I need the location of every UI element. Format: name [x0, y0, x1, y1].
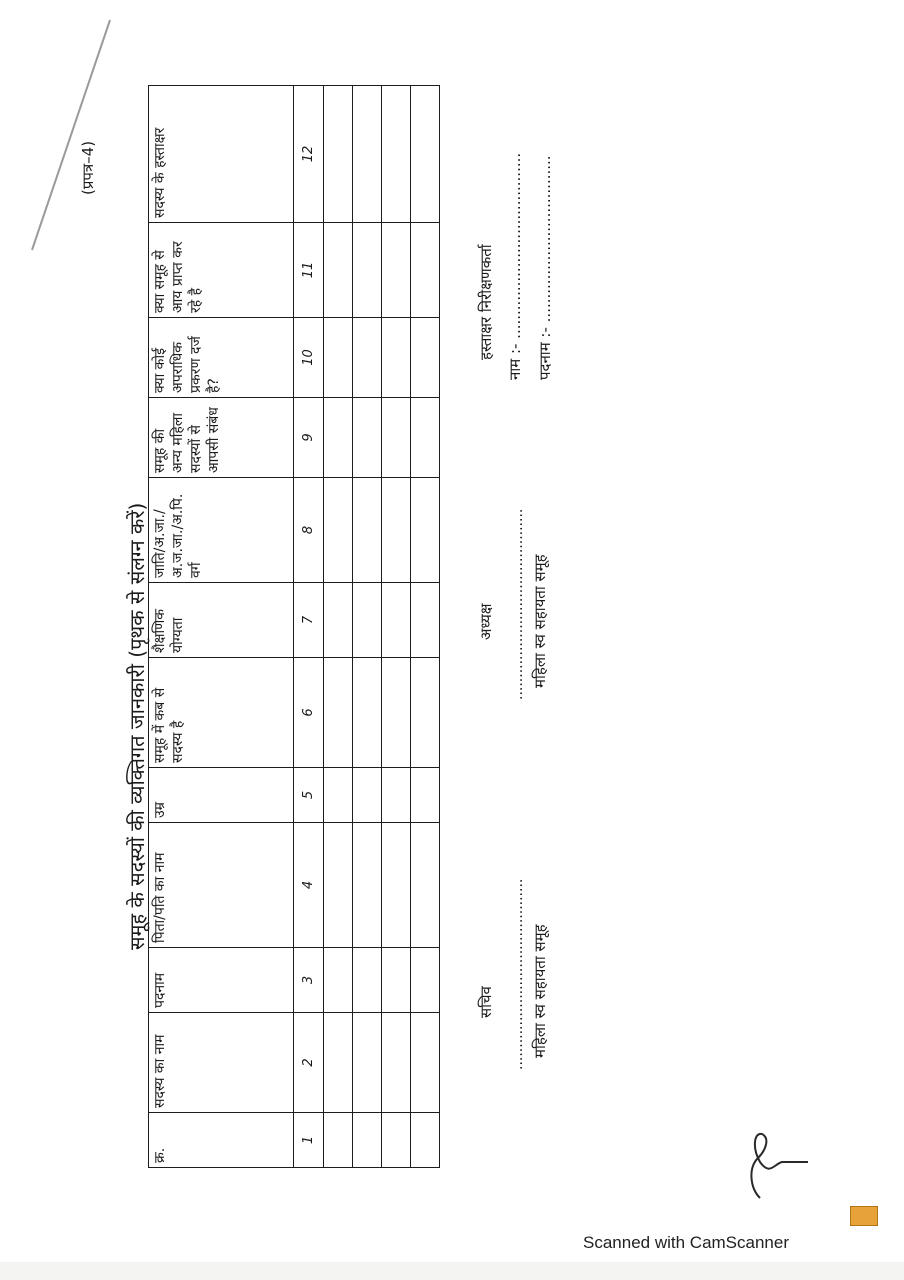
- header-cell: क्या समूह से आय प्राप्त कर रहे है: [149, 223, 294, 318]
- empty-cell: [353, 1113, 382, 1168]
- header-cell: सदस्य का नाम: [149, 1013, 294, 1113]
- table-row: [353, 86, 382, 1168]
- empty-cell: [382, 768, 411, 823]
- column-number-cell: 1: [294, 1113, 324, 1168]
- empty-cell: [411, 658, 440, 768]
- annexure-label: (प्रपत्र–4): [79, 140, 97, 195]
- empty-cell: [411, 223, 440, 318]
- column-number-cell: 10: [294, 318, 324, 398]
- empty-cell: [382, 1013, 411, 1113]
- table-row: [324, 86, 353, 1168]
- empty-cell: [382, 823, 411, 948]
- empty-cell: [353, 86, 382, 223]
- empty-cell: [324, 583, 353, 658]
- table-body: [149, 86, 440, 1168]
- president-group: महिला स्व सहायता समूह: [531, 554, 549, 688]
- empty-cell: [324, 86, 353, 223]
- column-number-cell: 5: [294, 768, 324, 823]
- column-number-cell: 7: [294, 583, 324, 658]
- empty-cell: [382, 1113, 411, 1168]
- inspector-name-line: नाम :- .......................................: [506, 152, 524, 380]
- empty-cell: [353, 823, 382, 948]
- empty-cell: [411, 1113, 440, 1168]
- empty-cell: [353, 398, 382, 478]
- empty-cell: [382, 658, 411, 768]
- empty-cell: [382, 398, 411, 478]
- header-cell: सदस्य के हस्ताक्षर: [149, 86, 294, 223]
- empty-cell: [324, 658, 353, 768]
- inspector-label: हस्ताक्षर निरीक्षणकर्ता: [477, 244, 495, 360]
- empty-cell: [382, 948, 411, 1013]
- empty-cell: [411, 583, 440, 658]
- empty-cell: [353, 768, 382, 823]
- table-row: [411, 86, 440, 1168]
- empty-cell: [353, 223, 382, 318]
- column-number-cell: 3: [294, 948, 324, 1013]
- members-table: [148, 85, 440, 1168]
- president-dots: ...........................................: [510, 508, 526, 700]
- empty-cell: [324, 1113, 353, 1168]
- empty-cell: [411, 768, 440, 823]
- column-number-cell: 11: [294, 223, 324, 318]
- empty-cell: [324, 948, 353, 1013]
- secretary-dots: ...........................................: [510, 878, 526, 1070]
- empty-cell: [353, 1013, 382, 1113]
- header-cell: उम्र: [149, 768, 294, 823]
- empty-cell: [411, 318, 440, 398]
- header-cell: समूह की अन्य महिला सदस्यों से आपसी संबंध: [149, 398, 294, 478]
- empty-cell: [324, 768, 353, 823]
- handwritten-signature: [730, 1128, 820, 1208]
- column-number-cell: 12: [294, 86, 324, 223]
- column-number-cell: 8: [294, 478, 324, 583]
- header-cell: क्र.: [149, 1113, 294, 1168]
- empty-cell: [324, 223, 353, 318]
- inspector-designation-line: पदनाम :- ...................................: [536, 155, 554, 380]
- empty-cell: [324, 398, 353, 478]
- form-title: समूह के सदस्यों की व्यक्तिगत जानकारी (पृथक से संलग्न करें): [125, 502, 149, 950]
- empty-cell: [353, 658, 382, 768]
- empty-cell: [411, 1013, 440, 1113]
- empty-cell: [353, 948, 382, 1013]
- column-number-cell: 4: [294, 823, 324, 948]
- empty-cell: [411, 86, 440, 223]
- scanner-watermark: Scanned with CamScanner: [583, 1233, 790, 1252]
- empty-cell: [353, 318, 382, 398]
- header-cell: क्या कोई अपराधिक प्रकरण दर्ज है?: [149, 318, 294, 398]
- column-number-cell: 9: [294, 398, 324, 478]
- table-row: [382, 86, 411, 1168]
- header-cell: समूह में कब से सदस्य है: [149, 658, 294, 768]
- header-cell: जाति/अ.जा./अ.ज.जा./अ.पि. वर्ग: [149, 478, 294, 583]
- column-number-cell: 2: [294, 1013, 324, 1113]
- column-number-cell: 6: [294, 658, 324, 768]
- secretary-label: सचिव: [477, 986, 495, 1018]
- empty-cell: [353, 478, 382, 583]
- empty-cell: [353, 583, 382, 658]
- empty-cell: [382, 478, 411, 583]
- empty-cell: [324, 478, 353, 583]
- empty-cell: [411, 823, 440, 948]
- secretary-group: महिला स्व सहायता समूह: [531, 924, 549, 1058]
- empty-cell: [411, 478, 440, 583]
- empty-cell: [324, 318, 353, 398]
- camscanner-logo: [850, 1206, 878, 1226]
- empty-cell: [382, 318, 411, 398]
- header-cell: पिता/पति का नाम: [149, 823, 294, 948]
- empty-cell: [382, 86, 411, 223]
- president-label: अध्यक्ष: [477, 603, 495, 640]
- header-cell: पदनाम: [149, 948, 294, 1013]
- empty-cell: [324, 1013, 353, 1113]
- empty-cell: [411, 948, 440, 1013]
- empty-cell: [382, 583, 411, 658]
- empty-cell: [411, 398, 440, 478]
- empty-cell: [324, 823, 353, 948]
- empty-cell: [382, 223, 411, 318]
- header-cell: शैक्षणिक योग्यता: [149, 583, 294, 658]
